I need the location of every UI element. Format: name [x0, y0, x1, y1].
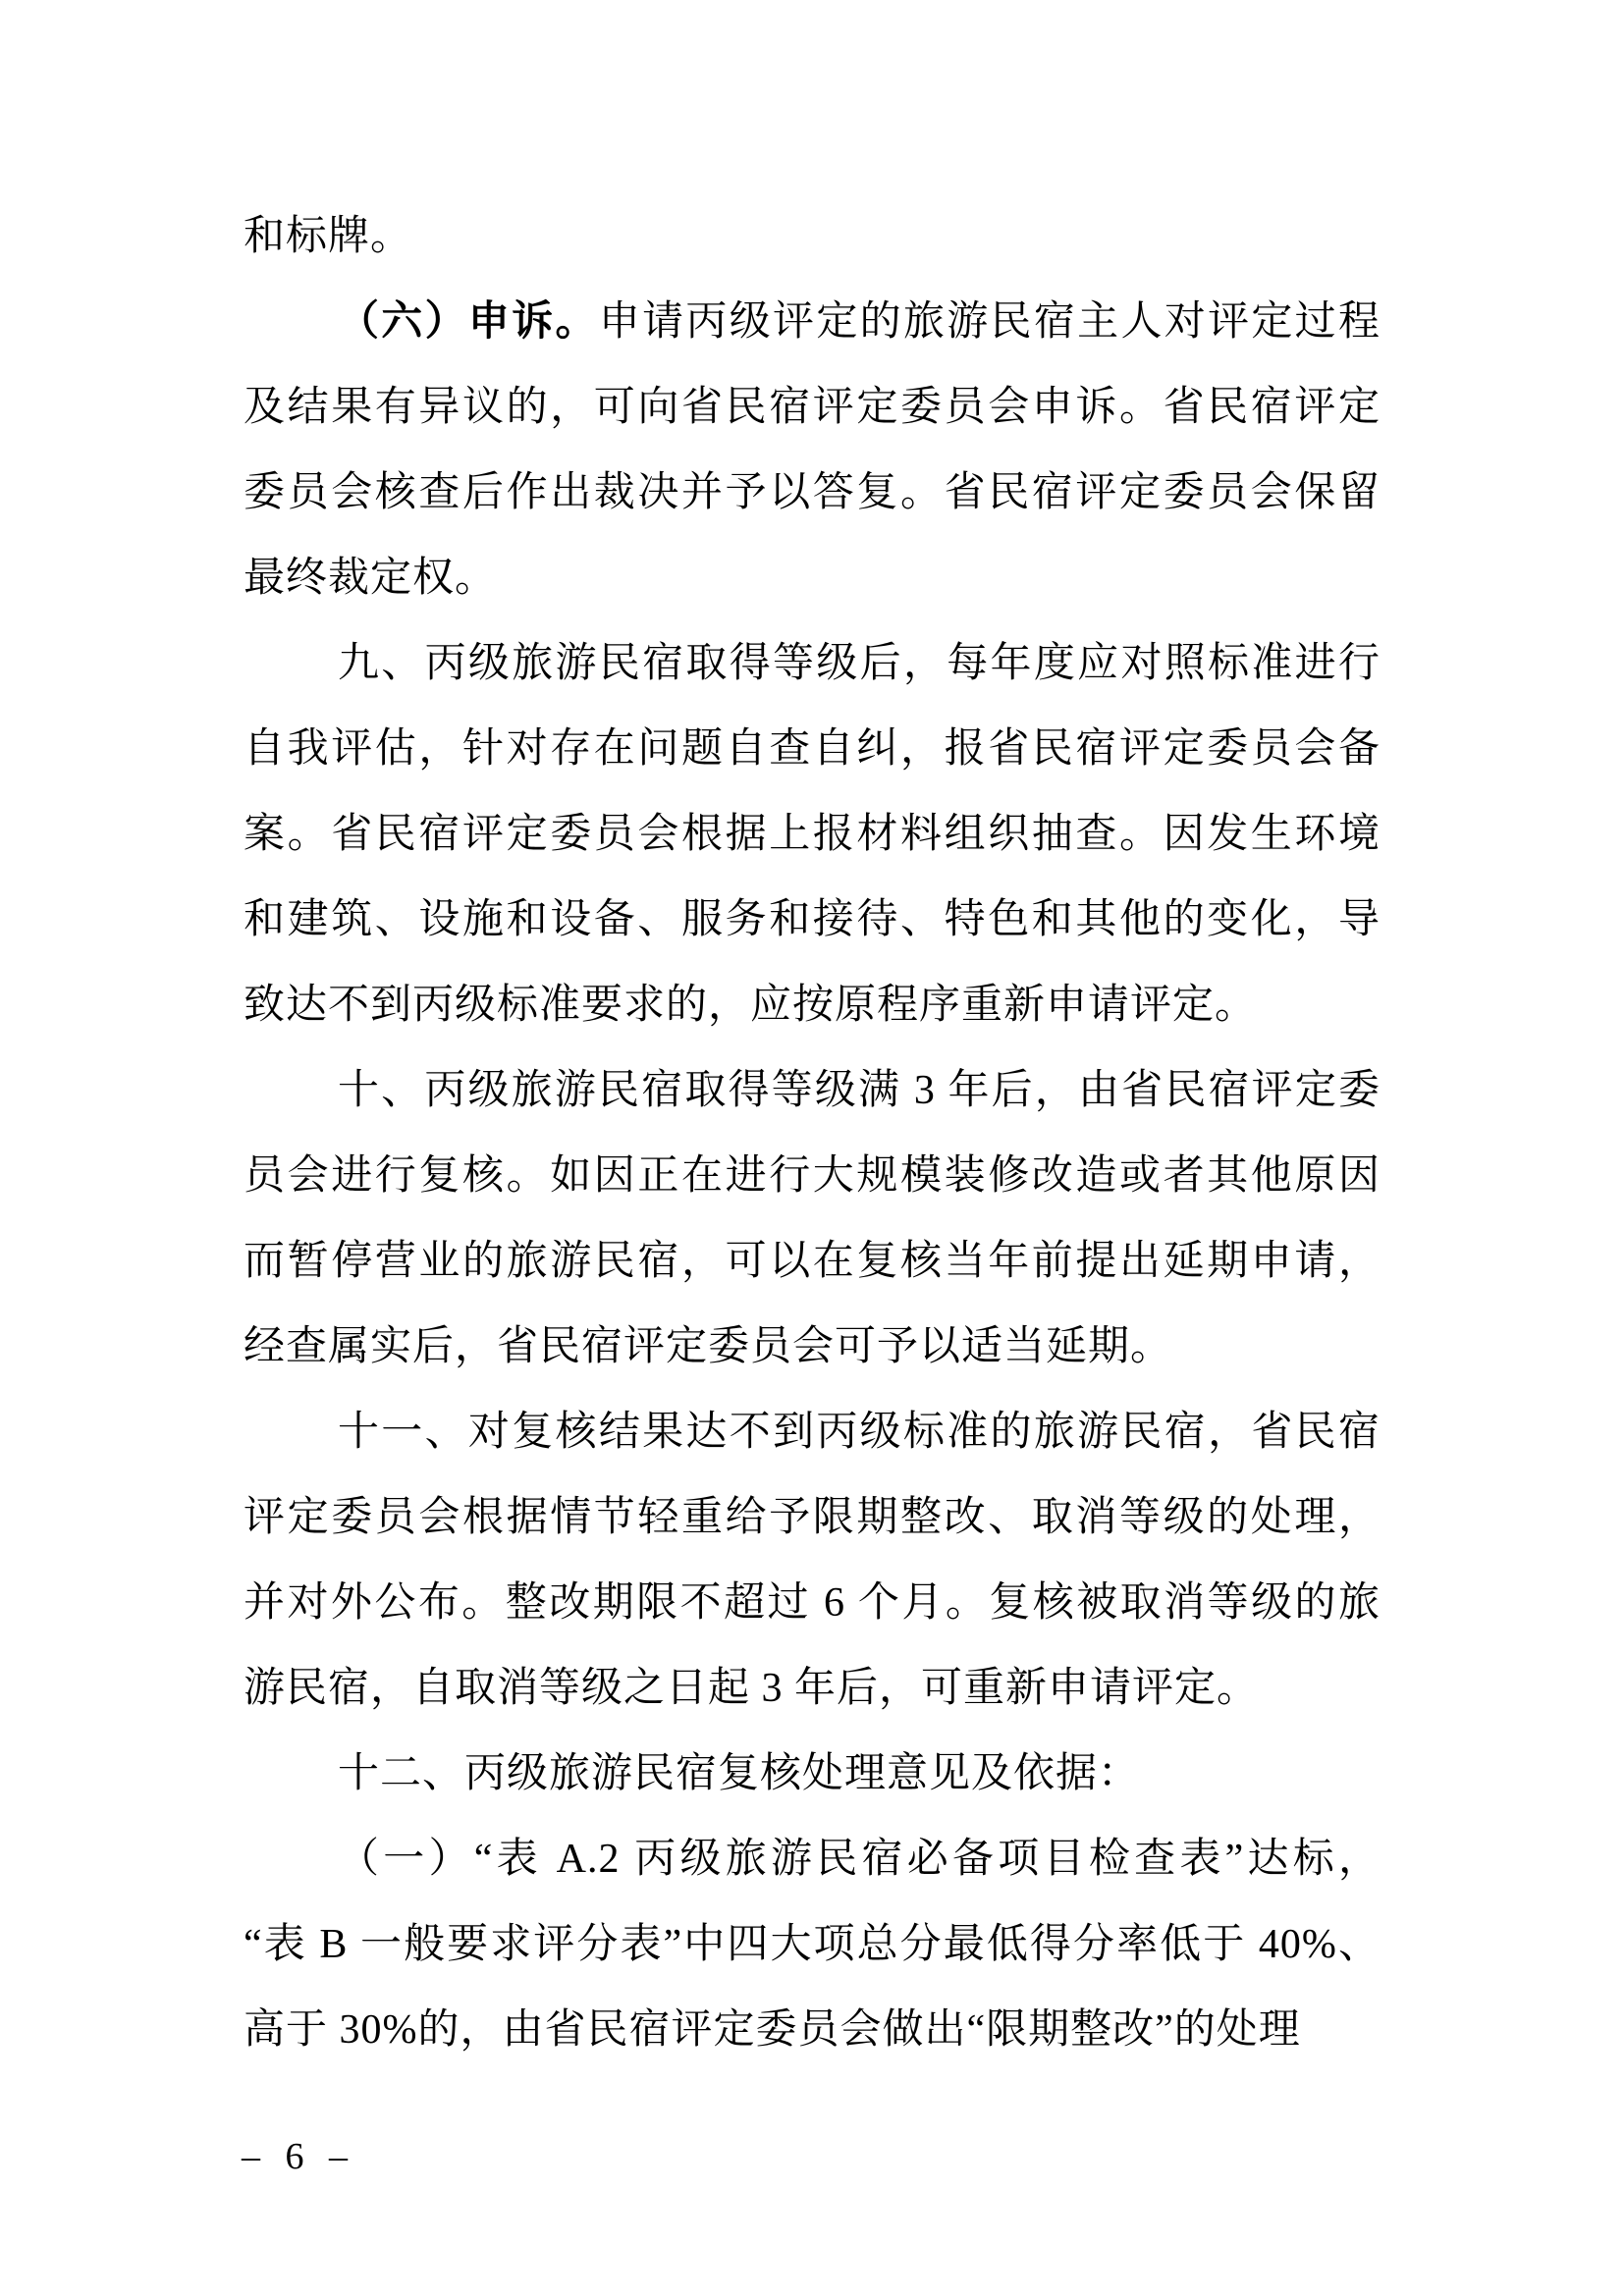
clause-label: （六）申诉。 — [338, 299, 599, 345]
text-line: 并对外公布。整改期限不超过 6 个月。复核被取消等级的旅 — [244, 1580, 1380, 1626]
text-line: （一）“表 A.2 丙级旅游民宿必备项目检查表”达标， — [338, 1837, 1380, 1882]
text-line: 经查属实后，省民宿评定委员会可予以适当延期。 — [244, 1324, 1173, 1369]
text-line: 员会进行复核。如因正在进行大规模装修改造或者其他原因 — [244, 1153, 1380, 1199]
text-line: 委员会核查后作出裁决并予以答复。省民宿评定委员会保留 — [244, 470, 1380, 515]
text-line: 案。省民宿评定委员会根据上报材料组织抽查。因发生环境 — [244, 812, 1380, 857]
text-line: 高于 30%的，由省民宿评定委员会做出“限期整改”的处理 — [244, 2007, 1301, 2053]
text-line: 游民宿，自取消等级之日起 3 年后，可重新申请评定。 — [244, 1666, 1260, 1711]
text-line-continue: 申请丙级评定的旅游民宿主人对评定过程 — [598, 299, 1380, 345]
text-line: “表 B 一般要求评分表”中四大项总分最低得分率低于 40%、 — [244, 1922, 1380, 1967]
document-body-text — [244, 194, 1380, 2073]
text-line: 致达不到丙级标准要求的，应按原程序重新申请评定。 — [244, 983, 1258, 1028]
text-line: 自我评估，针对存在问题自查自纠，报省民宿评定委员会备 — [244, 726, 1380, 772]
text-line: 最终裁定权。 — [244, 556, 498, 601]
text-line: 而暂停营业的旅游民宿，可以在复核当年前提出延期申请， — [244, 1239, 1380, 1284]
text-line: 九、丙级旅游民宿取得等级后，每年度应对照标准进行 — [338, 641, 1380, 686]
text-line: 及结果有异议的，可向省民宿评定委员会申诉。省民宿评定 — [244, 385, 1380, 430]
text-line: 十二、丙级旅游民宿复核处理意见及依据： — [338, 1751, 1141, 1796]
text-line: 十一、对复核结果达不到丙级标准的旅游民宿，省民宿 — [338, 1410, 1380, 1455]
page-number: – 6 – — [242, 2136, 355, 2177]
text-line: 评定委员会根据情节轻重给予限期整改、取消等级的处理， — [244, 1495, 1380, 1540]
text-line: 十、丙级旅游民宿取得等级满 3 年后，由省民宿评定委 — [338, 1068, 1380, 1113]
text-line: 和建筑、设施和设备、服务和接待、特色和其他的变化，导 — [244, 897, 1380, 942]
text-line — [244, 280, 1380, 365]
text-line: 和标牌。 — [244, 214, 413, 259]
